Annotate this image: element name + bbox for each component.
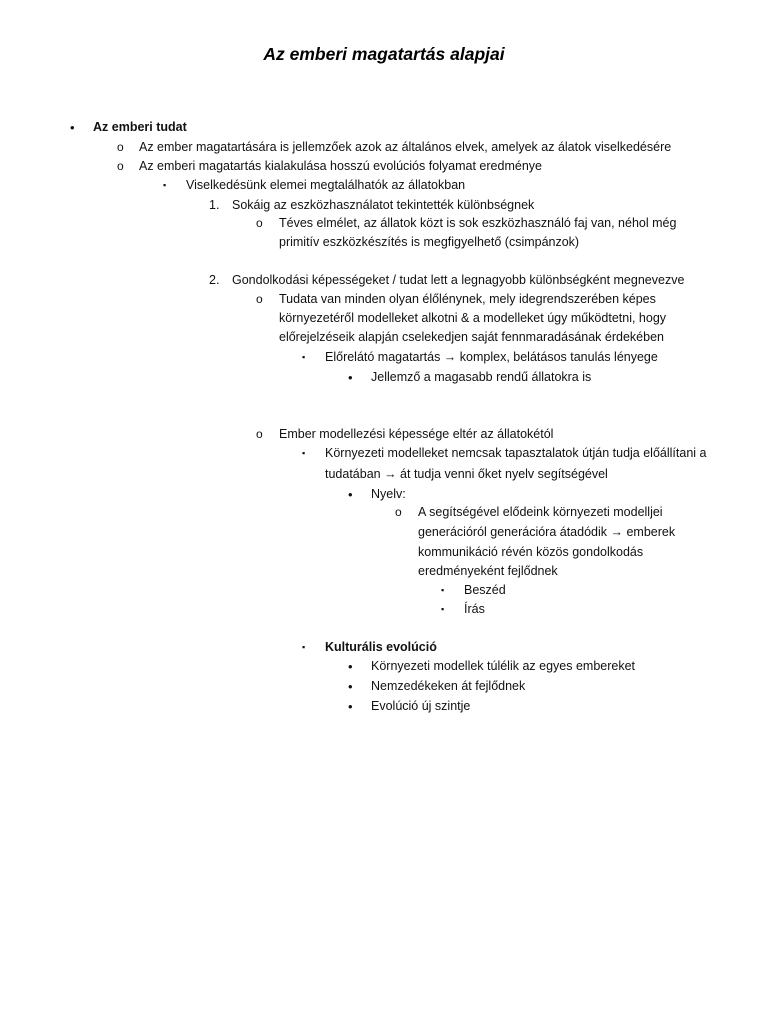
number-marker: 1. [209,198,220,212]
document-title: Az emberi magatartás alapjai [263,44,505,64]
disc-bullet: • [348,487,353,502]
list-item-continuation: tudatában → át tudja venni őket nyelv segítségével [325,467,608,481]
list-item: Környezeti modellek túlélik az egyes embereket [371,659,636,673]
list-item: Nemzedékeken át fejlődnek [371,679,526,693]
list-item: Az ember magatartására is jellemzőek azok az általános elvek, amelyek az álatok viselkedésére [139,140,672,154]
square-bullet: ▪ [302,352,306,362]
list-item: A segítségével elődeink környezeti modelljei [418,505,663,519]
disc-bullet: • [348,659,353,674]
square-bullet: ▪ [302,642,306,652]
list-item: Evolúció új szintje [371,699,471,713]
circle-bullet: o [256,292,263,306]
list-item-continuation: eredményeként fejlődnek [418,564,558,578]
disc-bullet: • [348,679,353,694]
square-bullet: ▪ [302,448,306,458]
section-heading: Az emberi tudat [93,120,187,134]
circle-bullet: o [256,427,263,441]
list-item: Írás [464,602,485,616]
square-bullet: ▪ [441,585,445,595]
square-bullet: ▪ [163,180,167,190]
list-item: Téves elmélet, az állatok közt is sok eszközhasználó faj van, néhol még [279,216,677,230]
list-item-continuation: primitív eszközkészítés is megfigyelhető (csimpánzok) [279,235,580,249]
square-bullet: ▪ [441,604,445,614]
circle-bullet: o [256,216,263,230]
number-marker: 2. [209,273,220,287]
disc-bullet: • [70,120,75,135]
list-item: Jellemző a magasabb rendű állatokra is [371,370,592,384]
list-item-continuation: környezetéről modelleket alkotni & a modelleket úgy működtetni, hogy [279,311,667,325]
list-item: Környezeti modelleket nemcsak tapasztalatok útján tudja előállítani a [325,446,707,460]
disc-bullet: • [348,699,353,714]
circle-bullet: o [117,159,124,173]
list-item-continuation: generációról generációra átadódik → emberek [418,525,676,539]
circle-bullet: o [395,505,402,519]
list-item: Nyelv: [371,487,406,501]
list-item: Beszéd [464,583,506,597]
list-item-continuation: előrejelzéseik alapján cselekedjen saját fennmaradásának érdekében [279,330,664,344]
list-item: Az emberi magatartás kialakulása hosszú evolúciós folyamat eredménye [139,159,542,173]
list-item: Tudata van minden olyan élőlénynek, mely idegrendszerében képes [279,292,656,306]
list-item: Sokáig az eszközhasználatot tekintették különbségnek [232,198,535,212]
list-item: Viselkedésünk elemei megtalálhatók az állatokban [186,178,466,192]
list-item: Előrelátó magatartás → komplex, belátásos tanulás lényege [325,350,658,364]
disc-bullet: • [348,370,353,385]
list-item-heading: Kulturális evolúció [325,640,437,654]
list-item-continuation: kommunikáció révén közös gondolkodás [418,545,644,559]
list-item: Gondolkodási képességeket / tudat lett a legnagyobb különbségként megnevezve [232,273,685,287]
circle-bullet: o [117,140,124,154]
list-item: Ember modellezési képessége eltér az állatokétól [279,427,554,441]
